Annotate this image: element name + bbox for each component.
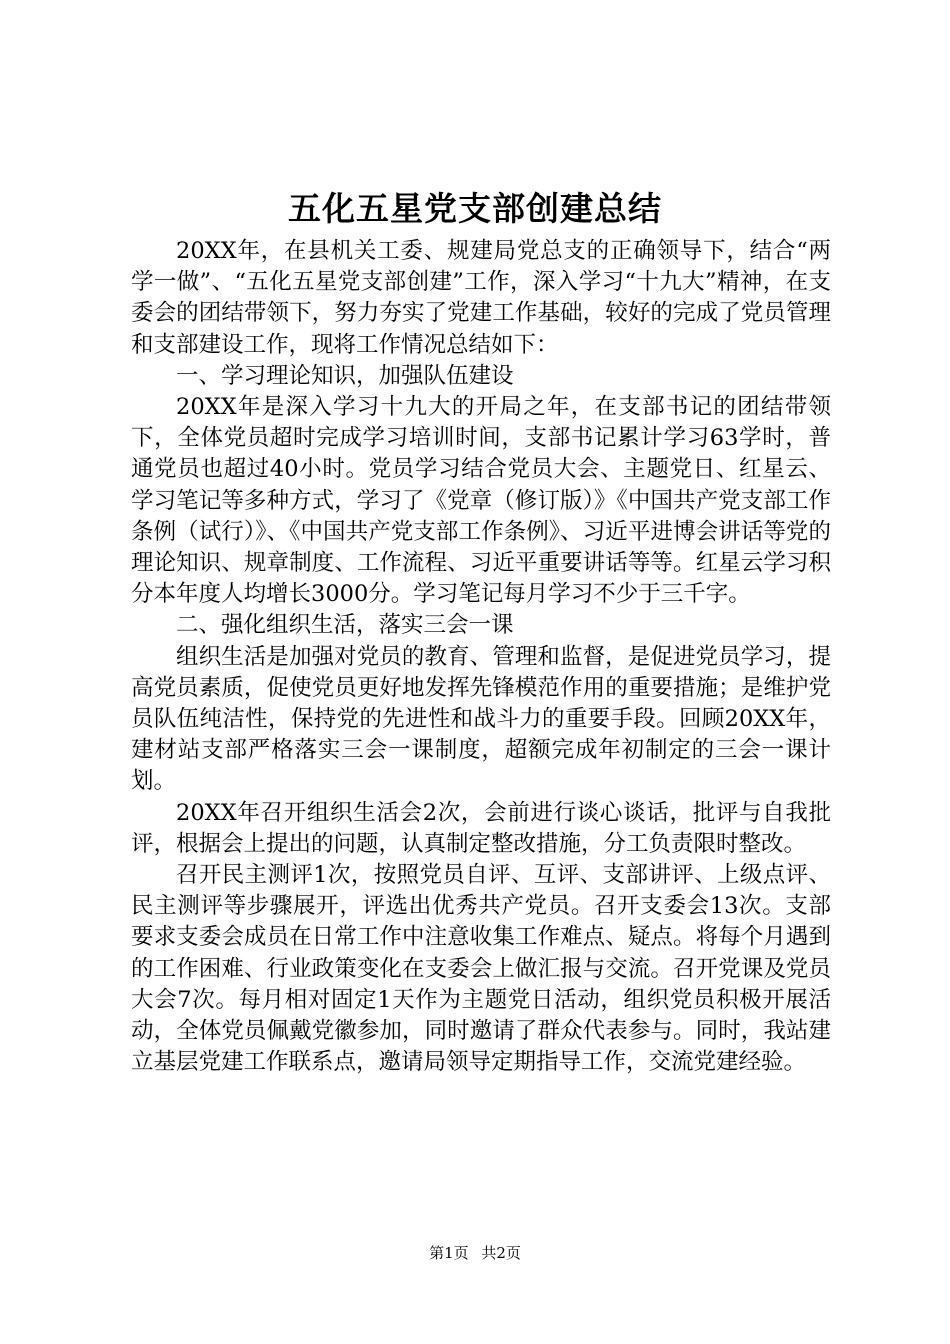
section-2-paragraph-1: 组织生活是加强对党员的教育、管理和监督，是促进党员学习，提高党员素质，促使党员更好地发挥先锋模范作用的重要措施；是维护党员队伍纯洁性，保持党的先进性和战斗力的重要手段。回顾20XX年，建材站支部严格落实三会一课制度，超额完成年初制定的三会一课计划。 [131, 643, 831, 795]
section-2-paragraph-3: 召开民主测评1次，按照党员自评、互评、支部讲评、上级点评、民主测评等步骤展开，评选出优秀共产党员。召开支委会13次。支部要求支委会成员在日常工作中注意收集工作难点、疑点。将每个月遇到的工作困难、行业政策变化在支委会上做汇报与交流。召开党课及党员大会7次。每月相对固定1天作为主题党日活动，组织党员积极开展活动，全体党员佩戴党徽参加，同时邀请了群众代表参与。同时，我站建立基层党建工作联系点，邀请局领导定期指导工作，交流党建经验。 [131, 862, 831, 1076]
intro-paragraph: 20XX年，在县机关工委、规建局党总支的正确领导下，结合“两学一做”、“五化五星党支部创建”工作，深入学习“十九大”精神，在支委会的团结带领下，努力夯实了党建工作基础，较好的完成了党员管理和支部建设工作，现将工作情况总结如下： [131, 238, 831, 358]
document-title: 五化五星党支部创建总结 [288, 189, 662, 228]
page-number: 第1页 [429, 1244, 469, 1262]
section-2-paragraph-2: 20XX年召开组织生活会2次，会前进行谈心谈话，批评与自我批评，根据会上提出的问题，认真制定整改措施，分工负责限时整改。 [131, 799, 831, 857]
section-1-paragraph: 20XX年是深入学习十九大的开局之年，在支部书记的团结带领下，全体党员超时完成学习培训时间，支部书记累计学习63学时，普通党员也超过40小时。党员学习结合党员大会、主题党日、红星云、学习笔记等多种方式，学习了《党章（修订版）》《中国共产党支部工作条例（试行）》、《中国共产党支部工作条例》、习近平进博会讲话等党的理论知识、规章制度、工作流程、习近平重要讲话等等。红星云学习积分本年度人均增长3000分。学习笔记每月学习不少于三千字。 [131, 394, 831, 608]
section-heading-1: 一、学习理论知识，加强队伍建设 [176, 362, 514, 389]
page-total: 共2页 [481, 1244, 521, 1262]
page-footer [0, 1243, 950, 1263]
section-heading-2: 二、强化组织生活，落实三会一课 [176, 612, 514, 639]
document-body [131, 236, 831, 1078]
